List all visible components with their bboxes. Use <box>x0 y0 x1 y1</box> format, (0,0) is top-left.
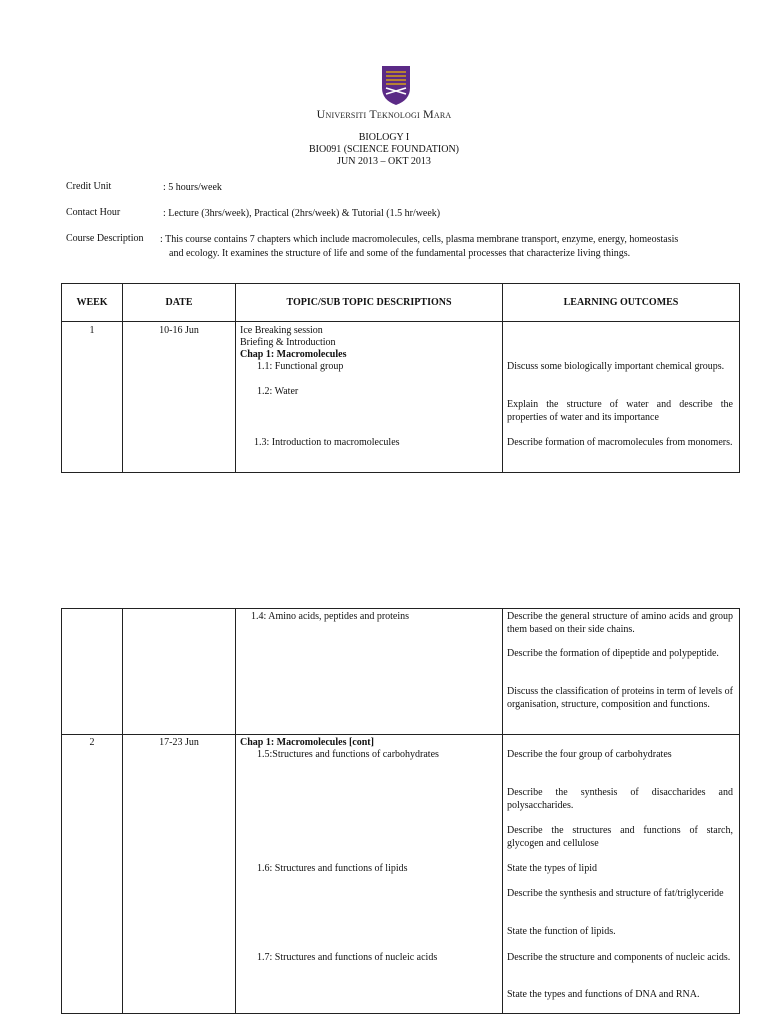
date-cell: 10-16 Jun <box>123 322 236 473</box>
topic-cell <box>236 735 503 1014</box>
course-description-line2: and ecology. It examines the structure of life and some of the fundamental processes that characterize living things. <box>169 248 631 259</box>
date-cell <box>123 609 236 735</box>
week-cell: 1 <box>62 322 123 473</box>
learning-outcome: Describe the formation of dipeptide and polypeptide. <box>507 648 719 659</box>
course-session: JUN 2013 – OKT 2013 <box>337 156 431 167</box>
university-name: Universiti Teknologi Mara <box>316 107 452 121</box>
subtopic: 1.2: Water <box>257 386 299 397</box>
chapter-heading: Chap 1: Macromolecules [cont] <box>240 737 374 748</box>
table-row <box>62 609 740 735</box>
topic-cell <box>236 322 503 473</box>
subtopic: 1.3: Introduction to macromolecules <box>254 437 400 448</box>
topic-cell <box>236 609 503 735</box>
subtopic: 1.6: Structures and functions of lipids <box>257 863 408 874</box>
course-description-line1: : This course contains 7 chapters which include macromolecules, cells, plasma membrane transport, enzyme, energy, homeostasis <box>160 234 679 245</box>
learning-outcome: Describe the general structure of amino acids and group them based on their side chains. <box>507 611 733 635</box>
learning-outcome: Discuss some biologically important chemical groups. <box>507 361 725 372</box>
subtopic: 1.4: Amino acids, peptides and proteins <box>251 611 410 622</box>
week-cell: 2 <box>62 735 123 1014</box>
learning-outcome: Describe the synthesis and structure of fat/triglyceride <box>507 888 724 899</box>
week-cell <box>62 609 123 735</box>
contact-hour-value: : Lecture (3hrs/week), Practical (2hrs/week) & Tutorial (1.5 hr/week) <box>163 208 441 219</box>
header-week: WEEK <box>62 284 123 322</box>
schedule-table-2 <box>61 608 740 1014</box>
learning-outcome: State the types and functions of DNA and RNA. <box>507 989 700 1000</box>
credit-unit-label: Credit Unit <box>66 181 112 192</box>
topic-line: Briefing & Introduction <box>240 337 336 348</box>
learning-outcome: Discuss the classification of proteins in term of levels of organisation, structure, composition and functions. <box>507 686 733 710</box>
course-description-label: Course Description <box>66 233 144 244</box>
header-date: DATE <box>123 284 236 322</box>
learning-outcome: Describe formation of macromolecules from monomers. <box>507 437 733 448</box>
date-cell: 17-23 Jun <box>123 735 236 1014</box>
outcomes-cell <box>503 609 740 735</box>
learning-outcome: Describe the synthesis of disaccharides and polysaccharides. <box>507 787 733 811</box>
learning-outcome: Describe the structure and components of nucleic acids. <box>507 952 731 963</box>
learning-outcome: Explain the structure of water and describe the properties of water and its importance <box>507 399 733 423</box>
university-logo <box>380 64 412 106</box>
subtopic: 1.5:Structures and functions of carbohydrates <box>257 749 439 760</box>
learning-outcome: Describe the four group of carbohydrates <box>507 749 672 760</box>
header-topic: TOPIC/SUB TOPIC DESCRIPTIONS <box>236 284 503 322</box>
topic-line: Ice Breaking session <box>240 325 323 336</box>
credit-unit-value: : 5 hours/week <box>163 182 222 193</box>
outcomes-cell <box>503 735 740 1014</box>
learning-outcome: State the types of lipid <box>507 863 597 874</box>
course-title: BIOLOGY I <box>358 132 410 143</box>
table-row <box>62 322 740 473</box>
table-row <box>62 735 740 1014</box>
header-outcomes: LEARNING OUTCOMES <box>503 284 740 322</box>
subtopic: 1.1: Functional group <box>257 361 344 372</box>
learning-outcome: State the function of lipids. <box>507 926 616 937</box>
learning-outcome: Describe the structures and functions of starch, glycogen and cellulose <box>507 825 733 849</box>
chapter-heading: Chap 1: Macromolecules <box>240 349 347 360</box>
contact-hour-label: Contact Hour <box>66 207 121 218</box>
course-code: BIO091 (SCIENCE FOUNDATION) <box>309 144 459 155</box>
outcomes-cell <box>503 322 740 473</box>
schedule-table-1 <box>61 283 740 473</box>
subtopic: 1.7: Structures and functions of nucleic acids <box>257 952 438 963</box>
